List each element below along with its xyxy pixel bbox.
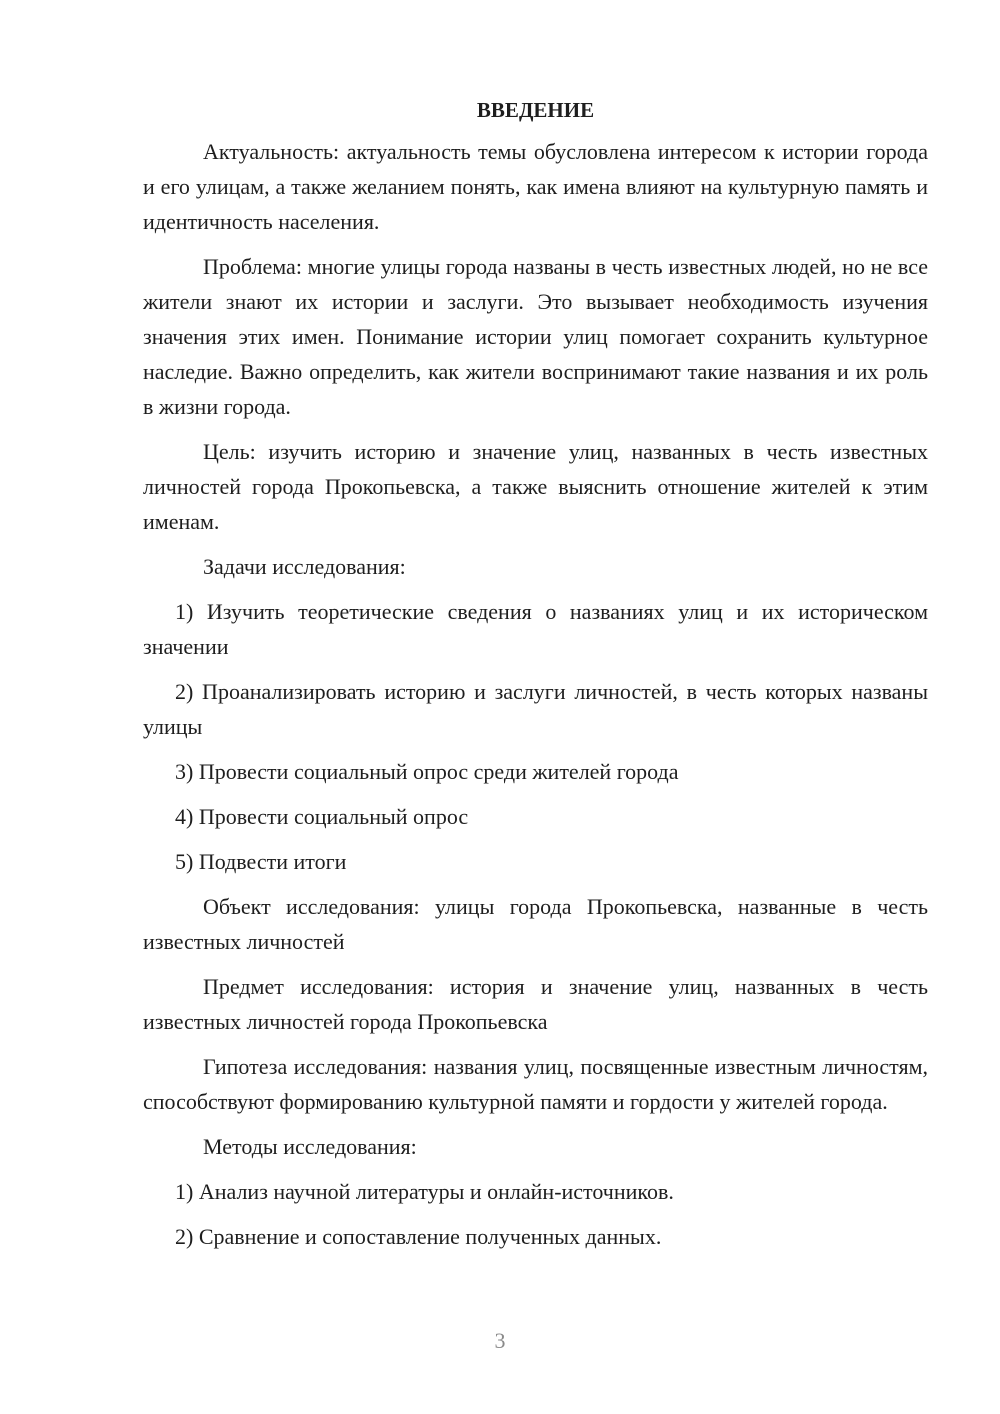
method-item-1: 1) Анализ научной литературы и онлайн-источников. bbox=[175, 1179, 674, 1204]
method-item-2: 2) Сравнение и сопоставление полученных данных. bbox=[175, 1224, 662, 1249]
page-number: 3 bbox=[494, 1328, 506, 1353]
task-item-3: 3) Провести социальный опрос среди жителей города bbox=[175, 759, 679, 784]
subject-paragraph: Предмет исследования: история и значение улиц, названных в честь известных личностей города Прокопьевска bbox=[143, 974, 928, 1034]
hypothesis-paragraph: Гипотеза исследования: названия улиц, посвященные известным личностям, способствуют формированию культурной памяти и гордости у жителей города. bbox=[143, 1054, 928, 1114]
task-item-1: 1) Изучить теоретические сведения о названиях улиц и их историческом значении bbox=[143, 599, 928, 659]
task-item-4: 4) Провести социальный опрос bbox=[175, 804, 469, 829]
problem-paragraph: Проблема: многие улицы города названы в честь известных людей, но не все жители знают их истории и заслуги. Это вызывает необходимость изучения значения этих имен. Понимание истории улиц помогает сохранить культурное наследие. Важно определить, как жители воспринимают такие названия и их роль в жизни города. bbox=[143, 254, 928, 419]
tasks-title: Задачи исследования: bbox=[203, 554, 406, 579]
document-page bbox=[143, 92, 928, 1264]
relevance-paragraph: Актуальность: актуальность темы обусловлена интересом к истории города и его улицам, а также желанием понять, как имена влияют на культурную память и идентичность населения. bbox=[143, 139, 928, 234]
task-item-2: 2) Проанализировать историю и заслуги личностей, в честь которых названы улицы bbox=[143, 679, 928, 739]
task-item-5: 5) Подвести итоги bbox=[175, 849, 347, 874]
object-paragraph: Объект исследования: улицы города Прокопьевска, названные в честь известных личностей bbox=[143, 894, 928, 954]
methods-title: Методы исследования: bbox=[203, 1134, 417, 1159]
goal-paragraph: Цель: изучить историю и значение улиц, названных в честь известных личностей города Прокопьевска, а также выяснить отношение жителей к этим именам. bbox=[143, 439, 928, 534]
section-heading: ВВЕДЕНИЕ bbox=[476, 98, 595, 122]
